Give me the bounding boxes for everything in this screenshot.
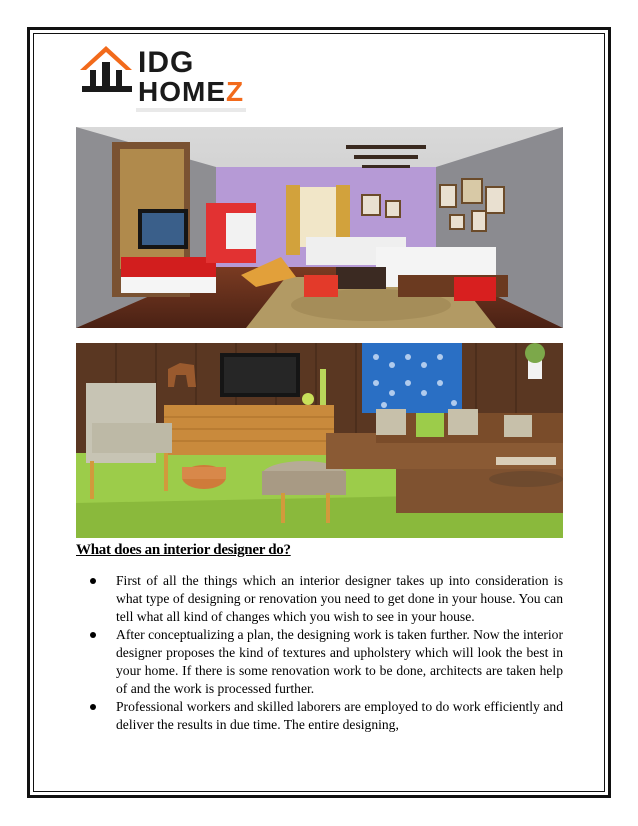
list-item-text: After conceptualizing a plan, the designing work is taken further. Now the interior designer proposes the kind of textures and upholstery which will look the best in your home. If there is some renovation work to be done, architects are taken help of and the work is processed further. [116, 627, 563, 696]
list-item-text: Professional workers and skilled laborers are employed to do work efficiently and deliver the results in due time. The entire designing, [116, 699, 563, 732]
logo-text-idg: IDG [138, 46, 195, 79]
list-item [78, 626, 563, 698]
bullet-icon [90, 632, 96, 638]
living-room-photo-1 [76, 127, 563, 328]
bullet-list [78, 572, 563, 734]
section-heading: What does an interior designer do? [76, 542, 291, 558]
list-item-text: First of all the things which an interior designer takes up into consideration is what type of designing or renovation you need to get done in your house. You can tell what all kind of changes which you wish to see in your house. [116, 573, 563, 624]
logo-text-home-main: HOME [138, 76, 226, 107]
idg-homez-logo [76, 40, 252, 118]
logo-text-z: Z [226, 76, 245, 107]
list-item [78, 572, 563, 626]
bullet-icon [90, 578, 96, 584]
list-item [78, 698, 563, 734]
logo-text-home [138, 78, 244, 106]
living-room-photo-2 [76, 343, 563, 538]
bullet-icon [90, 704, 96, 710]
